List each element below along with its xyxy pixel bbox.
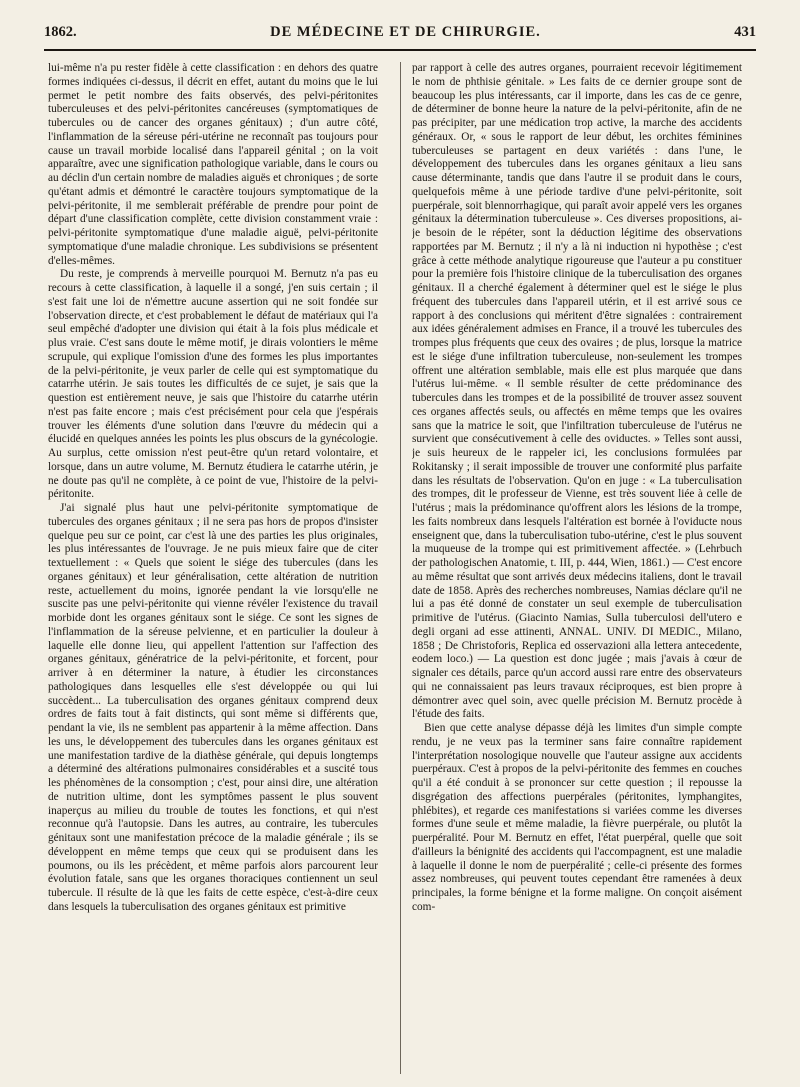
paragraph: J'ai signalé plus haut une pelvi-péritonite symptomatique de tubercules des organes génitaux ; il ne sera pas hors de propos d'insister quelque peu sur ce point, car c'est là une des parties les plus originales, les plus intéressantes de l'ouvrage. Je ne puis mieux faire que de citer textuellement : « Quels que soient le siége des tubercules (dans les organes génitaux) et leur généralisation, cette altération de nutrition reste, actuellement du moins, ignorée pendant la vie lorsqu'elle ne suscite pas une pelvi-péritonite qui vienne révéler l'existence du travail morbide dont les organes génitaux sont le siége. Ce sont les signes de l'inflammation de la séreuse pelvienne, et en particulier la douleur à laquelle elle donne lieu, qui appellent l'attention sur l'affection des organes génitaux, génératrice de la pelvi-péritonite, et forcent, pour arriver à en déterminer la nature, à étudier les circonstances pathologiques dans lesquelles elle s'est développée ou qui lui succèdent... La tuberculisation des organes génitaux comprend deux ordres de faits tout à fait distincts, qui sont même si différents que, pendant la vie, ils ne semblent pas appartenir à la même affection. Dans les uns, le développement des tubercules dans les organes génitaux est une manifestation tardive de la diathèse générale, qui depuis longtemps a déterminé des altérations pulmonaires considérables et a suscité tous les phénomènes de la consomption ; c'est, pour ainsi dire, une altération de nutrition ultime, dont les symptômes passent le plus souvent inaperçus au milieu du trouble de toutes les fonctions, et qui n'est reconnue qu'à l'autopsie. Dans les autres, au contraire, les tubercules génitaux sont une manifestation précoce de la maladie générale ; ils se développent en même temps que ceux qui se produisent dans les poumons, ou ils les précèdent, et même parfois alors parcourent leur évolution fatale, sans que les organes thoraciques contiennent un seul tubercule. Il résulte de là que les faits de cette espèce, c'est-à-dire ceux dans lesquels la tuberculisation des organes génitaux est primitive xyxy=(48,502,378,913)
left-column xyxy=(48,62,378,1074)
running-header xyxy=(44,24,756,48)
paragraph: lui-même n'a pu rester fidèle à cette classification : en dehors des quatre formes indiquées ci-dessus, il décrit en effet, autant du moins que le lui permet le petit nombre des faits observés, des pelvi-péritonites tuberculeuses et des pelvi-péritonites cancéreuses (symptomatiques de tubercules ou de cancer des organes génitaux) ; d'un autre côté, l'inflammation de la séreuse péri-utérine ne reconnaît pas toujours pour cause un travail morbide localisé dans l'appareil génital ; on la voit apparaître, avec une signification pathologique variable, dans le cours ou au déclin d'un certain nombre de maladies aiguës et chroniques ; de sorte qu'étant admis et démontré le caractère toujours symptomatique de la pelvi-péritonite, il me semblerait préférable de prendre pour point de départ d'une classification complète, cette division constamment vraie : pelvi-péritonite symptomatique d'une maladie aiguë, pelvi-péritonite symptomatique d'une maladie chronique. Les subdivisions se présentent d'elles-mêmes. xyxy=(48,62,378,267)
header-rule xyxy=(44,49,756,51)
right-column xyxy=(412,62,742,1074)
paragraph: Du reste, je comprends à merveille pourquoi M. Bernutz n'a pas eu recours à cette classification, à laquelle il a songé, j'en suis certain ; il s'est fait une loi de n'émettre aucune assertion qui ne soit fondée sur l'observation directe, et c'est probablement le défaut de matériaux qui l'a seul empêché d'adopter une division qui était à la fois plus médicale et plus vraie. C'est sans doute le même motif, je dirais volontiers le même scrupule, qui explique l'omission d'une des formes les plus importantes de la pelvi-péritonite, je veux parler de celle qui est symptomatique du catarrhe utérin. Je sais toutes les difficultés de ce sujet, je sais que la question est entièrement neuve, je sais que l'histoire du catarrhe utérin n'est pas faite encore ; mais c'est précisément pour cela que j'espérais trouver les éléments d'une solution dans l'œuvre du médecin qui a élucidé en quelques années les points les plus obscurs de la gynécologie. Au surplus, cette omission n'est peut-être qu'un retard volontaire, et lorsque, dans un autre volume, M. Bernutz étudiera le catarrhe utérin, je ne doute pas qu'il ne complète, à ce point de vue, l'histoire de la pelvi-péritonite. xyxy=(48,268,378,501)
page-number: 431 xyxy=(734,24,756,40)
header-year: 1862. xyxy=(44,24,77,40)
paragraph: par rapport à celle des autres organes, pourraient recevoir légitimement le nom de phthisie génitale. » Les faits de ce dernier groupe sont de beaucoup les plus intéressants, car il importe, dans les cas de ce genre, de déterminer de bonne heure la nature de la pelvi-péritonite, afin de ne pas précipiter, par une médication trop active, la marche des accidents généraux. Or, « sous le rapport de leur début, les orchites féminines tuberculeuses se partagent en deux variétés : dans l'une, le développement des tubercules dans les organes génitaux a lieu sans cause déterminante, tandis que dans l'autre il se produit dans le cours, quelquefois même à une période tardive d'une pelvi-péritonite, soit puerpérale, soit blennorrhagique, qui paraît avoir appelé vers les organes génitaux la détermination tuberculeuse ». Ces diverses propositions, ai-je besoin de le répéter, sont la déduction légitime des observations rapportées par M. Bernutz ; il n'y a là ni induction ni hypothèse ; c'est grâce à cette méthode analytique rigoureuse que l'auteur a pu constituer pour la première fois l'histoire clinique de la tuberculisation des organes génitaux. Il a cherché également à déterminer quel est le siége le plus fréquent des tubercules dans l'appareil utérin, et il est arrivé sous ce rapport à des conclusions qui méritent d'être signalées : contrairement aux idées généralement admises en France, il a trouvé les tubercules des trompes plus fréquents que ceux des ovaires ; de plus, lorsque la matrice est le siége d'une infiltration tuberculeuse, non-seulement les trompes offrent une altération semblable, mais elle est plus marquée que dans l'utérus lui-même. « Il semble résulter de cette prédominance des tubercules dans les trompes et de la possibilité de trouver assez souvent ces organes affectés seuls, ou affectés en même temps que les ovaires sans que la matrice le soit, que l'infiltration tuberculeuse de l'utérus ne survient que consécutivement à celle des oviductes. » Telles sont aussi, je suis heureux de le rappeler ici, les conclusions formulées par Rokitansky ; il serait impossible de trouver une conformité plus parfaite dans les résultats de l'observation. Qu'on en juge : « La tuberculisation des trompes, dit le professeur de Vienne, est très souvent liée à celle de l'utérus ; mais la prédominance qu'offrent alors les lésions de la trompe, les faits nombreux dans lesquels l'altération est bornée à l'oviducte nous enseignent que, dans la tuberculisation tubo-utérine, c'est le plus souvent la muqueuse de la trompe qui est primitivement affectée. » (Lehrbuch der pathologischen Anatomie, t. III, p. 444, Wien, 1861.) — C'est encore au même résultat que sont arrivés deux médecins italiens, dont le travail date de 1858. Après des recherches nombreuses, Namias déclare qu'il ne lui a pas été donné de constater un seul exemple de tuberculisation primitive de l'utérus. (Giacinto Namias, Sulla tuberculosi dell'utero e degli organi ad esse attinenti, ANNAL. UNIV. DI MEDIC., Milano, 1858 ; De Christoforis, Replica ed osservazioni alla lettera antecedente, eodem loco.) — La question est donc jugée ; mais j'avais à cœur de signaler ces détails, parce qu'un accord aussi rare entre des observateurs qui ne connaissaient pas leurs travaux réciproques, est bien propre à démontrer avec quel soin, avec quelle précision M. Bernutz procède à l'étude des faits. xyxy=(412,62,742,721)
paragraph: Bien que cette analyse dépasse déjà les limites d'un simple compte rendu, je ne veux pas la terminer sans faire connaître rapidement l'interprétation nosologique nouvelle que l'auteur assigne aux accidents puerpéraux. C'est à propos de la pelvi-péritonite des femmes en couches qu'il a été conduit à se prononcer sur cette question ; il repousse la disgrégation des affections puerpérales (péritonites, lymphangites, phlébites), et regarde ces manifestations si variées comme les diverses formes d'une seule et même maladie, la fièvre puerpérale, ou plutôt la puerpéralité. Pour M. Bernutz en effet, l'état puerpéral, quelle que soit d'ailleurs la bénignité des accidents qui l'accompagnent, est une maladie à laquelle il donne le nom de puerpéralité ; celle-ci présente des formes assez nombreuses, qui peuvent toutes cependant être ramenées à deux principales, la forme bénigne et la forme maligne. On conçoit aisément com- xyxy=(412,722,742,913)
header-title: DE MÉDECINE ET DE CHIRURGIE. xyxy=(270,24,541,40)
column-divider xyxy=(400,62,401,1074)
